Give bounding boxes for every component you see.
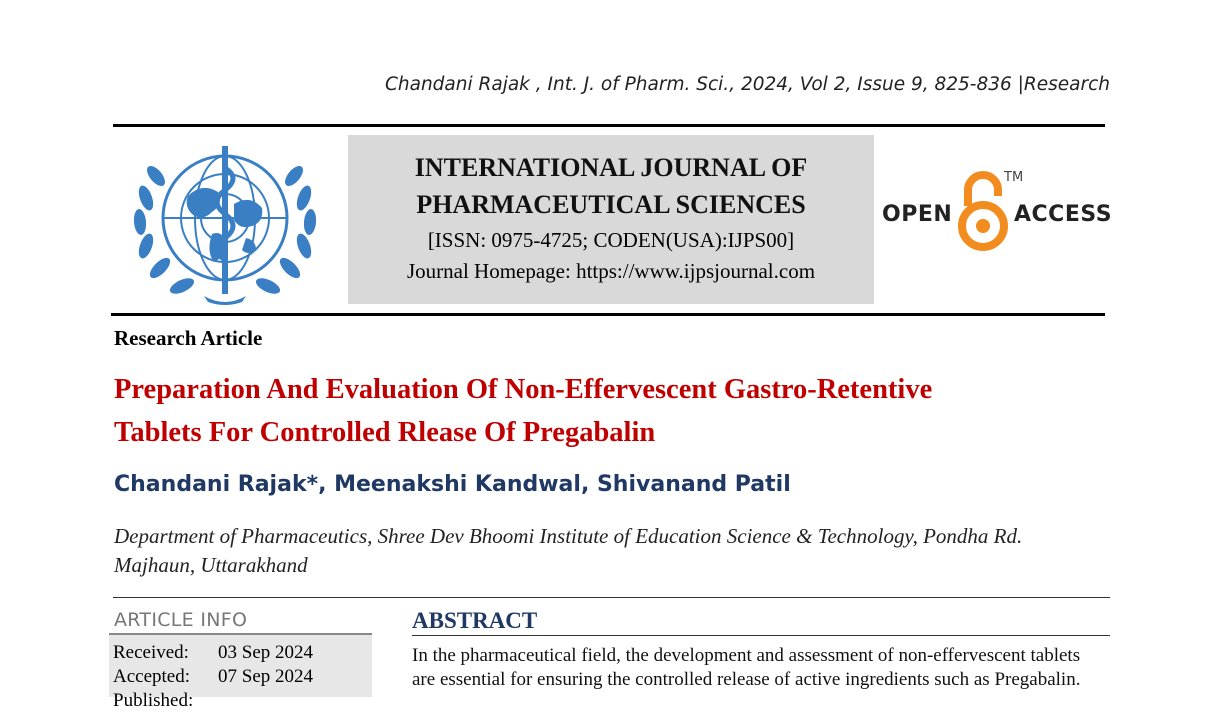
journal-title-line1: INTERNATIONAL JOURNAL OF xyxy=(414,153,808,182)
journal-title-line2: PHARMACEUTICAL SCIENCES xyxy=(416,190,806,219)
abstract-text xyxy=(412,644,1110,692)
info-value: 07 Sep 2024 xyxy=(218,666,313,687)
info-row-published xyxy=(113,690,218,712)
header-bottom-rule xyxy=(111,313,1105,316)
article-title-line1: Preparation And Evaluation Of Non-Effervescent Gastro-Retentive xyxy=(114,374,933,405)
running-head: Chandani Rajak , Int. J. of Pharm. Sci., 2024, Vol 2, Issue 9, 825-836 |Research xyxy=(384,74,1110,95)
affiliation-line2: Majhaun, Uttarakhand xyxy=(114,553,308,577)
article-info-heading: ARTICLE INFO xyxy=(114,609,248,631)
article-info-box xyxy=(109,633,372,711)
info-value: 03 Sep 2024 xyxy=(218,642,313,663)
open-access-open-text: OPEN xyxy=(882,202,953,227)
top-rule xyxy=(113,124,1105,127)
journal-emblem-logo xyxy=(126,138,324,306)
article-title xyxy=(114,368,1104,454)
affiliation-line1: Department of Pharmaceutics, Shree Dev Bhoomi Institute of Education Science & Technology, Pondha Rd. xyxy=(114,524,1023,548)
article-title-line2: Tablets For Controlled Rlease Of Pregabalin xyxy=(114,417,656,448)
section-divider xyxy=(113,597,1110,598)
info-row-accepted xyxy=(113,666,313,688)
journal-homepage[interactable]: Journal Homepage: https://www.ijpsjournal.com xyxy=(406,259,816,283)
open-access-access-text: ACCESS xyxy=(1014,202,1113,227)
journal-issn: [ISSN: 0975-4725; CODEN(USA):IJPS00] xyxy=(427,228,795,252)
info-label: Published: xyxy=(113,690,194,711)
trademark-mark: TM xyxy=(1004,170,1024,185)
affiliation xyxy=(114,522,1104,580)
author-list: Chandani Rajak*, Meenakshi Kandwal, Shivanand Patil xyxy=(114,472,791,497)
abstract-line1: In the pharmaceutical field, the development and assessment of non-effervescent tablets xyxy=(412,645,1081,666)
info-label: Received: xyxy=(113,642,189,663)
open-access-logo xyxy=(880,168,1113,252)
abstract-heading: ABSTRACT xyxy=(412,608,538,633)
journal-header-box xyxy=(348,135,874,304)
info-label: Accepted: xyxy=(113,666,191,687)
article-type: Research Article xyxy=(114,326,263,350)
abstract-rule xyxy=(412,635,1110,636)
info-row-received xyxy=(113,642,313,664)
abstract-line2: are essential for ensuring the controlled release of active ingredients such as Pregabalin. xyxy=(412,669,1081,690)
